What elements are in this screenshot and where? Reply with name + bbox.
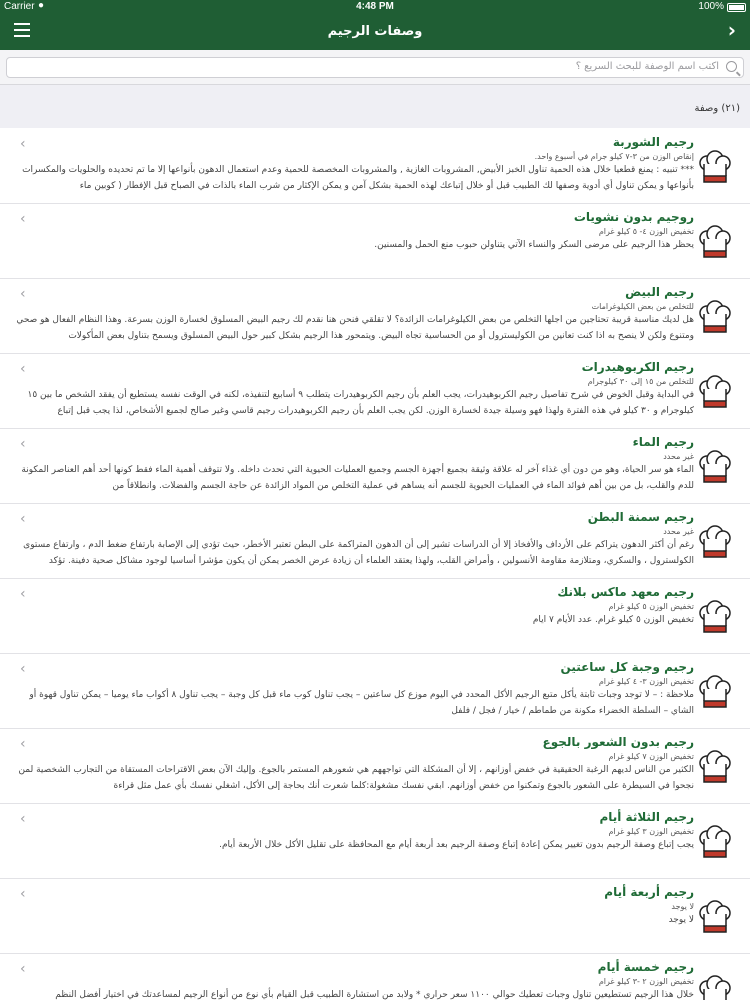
recipe-subtitle: تخفيض الوزن ٥ كيلو غرام [608, 602, 694, 611]
search-placeholder: اكتب اسم الوصفة للبحث السريع ؟ [575, 61, 719, 72]
recipe-description: في البداية وقبل الخوض في شرح تفاصيل رجيم الكربوهيدرات، يجب العلم بأن رجيم الكربوهيدرات يتطلب ٩ أسابيع لتنفيذه، لكنه في الوقت نفسه يستطيع أن يفقد الشخص ما بين ١٥ كيلوجرام و ٣٠ كيلو في هذه الفترة ولهذا فهو وسيلة جيدة لخسارة الوزن. لكن يجب العلم بأن رجيم الكربوهيدرات رجيم قاسي وغير صالح لجميع الأشخاص، لذا يجب قبل إتباع [27, 390, 694, 416]
recipe-description: لا يوجد [668, 915, 694, 925]
chef-hat-icon [698, 900, 732, 938]
recipe-subtitle: تخفيض الوزن ٢ -٣ كيلو غرام [598, 977, 694, 986]
chef-hat-icon [698, 300, 732, 338]
chef-hat-icon [698, 975, 732, 1000]
recipe-description: يجب إتباع وصفة الرجيم بدون تغيير يمكن إعادة إتباع وصفة الرجيم بعد أربعة أيام مع المحافظة على تقليل الأكل خلال الأربعة أيام. [219, 840, 694, 850]
recipe-title: رجيم معهد ماكس بلانك [557, 585, 694, 599]
recipe-title: رجيم الماء [632, 435, 694, 449]
page-title: وصفات الرجيم [327, 24, 423, 39]
recipe-subtitle: غير محدد [663, 452, 694, 461]
recipe-title: رجيم أربعة أيام [604, 885, 694, 899]
chevron-left-icon: ‹ [20, 661, 26, 677]
recipe-title: رجيم سمنة البطن [587, 510, 694, 524]
list-item[interactable] [0, 578, 750, 654]
recipe-description: خلال هذا الرجيم تستطيعين تناول وجبات تعطيك حوالي ١١٠٠ سعر حراري * ولابد من استشارة الطبيب قبل القيام بأي نوع من أنواع الرجيم لمساعدتك في اختيار أفضل النظم [55, 990, 694, 1000]
chef-hat-icon [698, 675, 732, 713]
chevron-left-icon: ‹ [20, 211, 26, 227]
recipe-subtitle: تخفيض الوزن ٤- ٥ كيلو غرام [598, 227, 694, 236]
search-input[interactable] [6, 57, 744, 78]
recipe-title: رجيم البيض [625, 285, 694, 299]
chef-hat-icon [698, 450, 732, 488]
wifi-icon: ● [38, 0, 45, 11]
recipe-title: رجيم الشوربة [612, 135, 694, 149]
recipe-description: تخفيض الوزن ٥ كيلو غرام. عدد الأيام ٧ ايام [532, 615, 694, 625]
chef-hat-icon [698, 375, 732, 413]
recipe-subtitle: تخفيض الوزن ٣- ٤ كيلو غرام [598, 677, 694, 686]
recipe-list [0, 128, 750, 1000]
recipe-subtitle: تخفيض الوزن ٧ كيلو غرام [608, 752, 694, 761]
chef-hat-icon [698, 150, 732, 188]
recipe-subtitle: للتخلص من ١٥ إلى ٣٠ كيلوجرام [587, 377, 694, 386]
recipe-title: رجيم وجبة كل ساعتين [560, 660, 694, 674]
recipe-subtitle: إنقاص الوزن من ٣-٧ كيلو جرام في أسبوع واحد. [534, 152, 694, 161]
chevron-left-icon: ‹ [20, 436, 26, 452]
list-item[interactable] [0, 503, 750, 579]
battery-icon [727, 3, 746, 12]
list-item[interactable] [0, 353, 750, 429]
carrier-label: Carrier [4, 1, 35, 12]
chevron-left-icon: ‹ [20, 136, 26, 152]
chevron-left-icon: ‹ [20, 886, 26, 902]
chevron-left-icon: ‹ [20, 586, 26, 602]
list-item[interactable] [0, 728, 750, 804]
list-item[interactable] [0, 953, 750, 1000]
navigation-bar [0, 14, 750, 50]
status-bar [0, 0, 750, 14]
list-item[interactable] [0, 128, 750, 204]
recipe-title: رجيم بدون الشعور بالجوع [542, 735, 694, 749]
recipe-description: ملاحظة : – لا توجد وجبات ثابتة يأكل متبع الرجيم الأكل المحدد في اليوم موزع كل ساعتين – يجب تناول كوب ماء قبل كل وجبة – يجب تناول ٨ أكواب ماء يوميا – يمكن تناول قهوة أو الشاي – السلطة الخضراء مكونة من طماطم / خيار / فجل / فلفل [29, 690, 694, 716]
recipe-description: رغم أن أكثر الدهون يتراكم على الأرداف والأفخاذ إلا أن الدراسات تشير إلى أن الدهون المتراكمة على البطن تعتبر الأخطر، حيث تؤدي إلى الإصابة بارتفاع ضغط الدم ، وارتفاع مستوى الكولسترول ، والسكري، ومتلازمة مقاومة الأنسولين ، وأمراض القلب، ولهذا يعتقد العلماء أن زيادة عرض الخصر يمكن أن يكون مؤشرا أساسيا لوجود مشاكل صحية دفينة. تؤكد [23, 540, 694, 566]
chevron-left-icon: ‹ [20, 511, 26, 527]
recipe-subtitle: تخفيض الوزن ٣ كيلو غرام [608, 827, 694, 836]
search-bar [0, 50, 750, 85]
chevron-left-icon: ‹ [20, 961, 26, 977]
list-item[interactable] [0, 653, 750, 729]
list-item[interactable] [0, 278, 750, 354]
chevron-left-icon: ‹ [20, 736, 26, 752]
recipe-title: رجيم الثلاثة أيام [599, 810, 694, 824]
chef-hat-icon [698, 525, 732, 563]
chevron-left-icon: ‹ [20, 361, 26, 377]
chevron-left-icon: ‹ [20, 286, 26, 302]
recipe-subtitle: للتخلص من بعض الكيلوغرامات [591, 302, 694, 311]
search-icon [726, 61, 737, 72]
list-item[interactable] [0, 878, 750, 954]
recipe-description: الكثير من الناس لديهم الرغبة الحقيقية في خفض أوزانهم ، إلا أن المشكلة التي تواجههم هي شعورهم المستمر بالجوع. وإليك الآن بعض الاقتراحات المستقاة من التجارب الشخصية لمن نجحوا في السيطرة على الشعور بالجوع وتمكنوا من خفض أوزانهم. ابقي نفسك مشغولة:كلما شعرت أنك بحاجة إلى الأكل، اشغلي نفسك بأي عمل مثل قراءة [18, 765, 694, 791]
recipe-description: يحظر هذا الرجيم على مرضى السكر والنساء الآتي يتناولن حبوب منع الحمل والمسنين. [374, 240, 694, 250]
recipe-description: *** تنبيه : يمنع قطعيا خلال هذه الحمية تناول الخبز الأبيض, المشروبات الغازية , والمشروبات المخصصة للحمية وعدم استعمال الدهون بأنواعها إلا ما تم تحديده والحلويات والمكسرات بأنواعها و يمكن تناول أي أدوية وصفها لك الطبيب قبل أو خلال إتباعك لهذه الحمية بشكل آمن و يمكن الإكثار من شرب الماء بالذات في الصباح قبل الإفطار ( كوبين ماء [22, 165, 694, 191]
list-item[interactable] [0, 803, 750, 879]
chef-hat-icon [698, 225, 732, 263]
recipe-description: هل لديك مناسبة قريبة تحتاجين من اجلها التخلص من بعض الكيلوغرامات الزائدة؟ لا تقلقي فنحن هنا نقدم لك رجيم البيض المسلوق لخسارة الوزن بسرعة. وهذا النظام الفعال هو صحي ومتنوع ولكن لا ينصح به اذا كنت تعانين من الكوليسترول أو من الحساسية تجاه البيض. ويتمحور هذا الرجيم بشكل كبير حول البيض المسلوق ويسمح بتناول بعض المأكولات [16, 315, 694, 341]
chef-hat-icon [698, 825, 732, 863]
chef-hat-icon [698, 600, 732, 638]
recipe-description: الماء هو سر الحياة، وهو من دون أي غذاء آخر له علاقة وثيقة بجميع أجهزة الجسم وجميع العمليات الحيوية التي تحدث داخله. ولا تتوقف أهمية الماء فقط كونها أحد أهم العناصر المكونة للدم والقلب، بل من بين أهم فوائد الماء في العمليات الحيوية للجسم أنه يساهم في عملية التخلص من المواد الزائدة عن حاجة الجسم والفضلات. وانطلاقاً من [21, 465, 694, 491]
recipe-title: رجيم خمسة أيام [597, 960, 694, 974]
clock: 4:48 PM [356, 1, 394, 12]
chevron-left-icon: ‹ [20, 811, 26, 827]
chevron-right-icon[interactable]: › [727, 18, 736, 42]
list-item[interactable] [0, 203, 750, 279]
list-item[interactable] [0, 428, 750, 504]
chef-hat-icon [698, 750, 732, 788]
recipe-count: (٢١) وصفة [694, 103, 740, 114]
recipe-subtitle: غير محدد [663, 527, 694, 536]
recipe-title: رجيم الكربوهيدرات [581, 360, 694, 374]
battery-percentage: 100% [698, 1, 724, 12]
recipe-subtitle: لا يوجد [671, 902, 694, 911]
recipe-title: روجيم بدون نشويات [573, 210, 694, 224]
